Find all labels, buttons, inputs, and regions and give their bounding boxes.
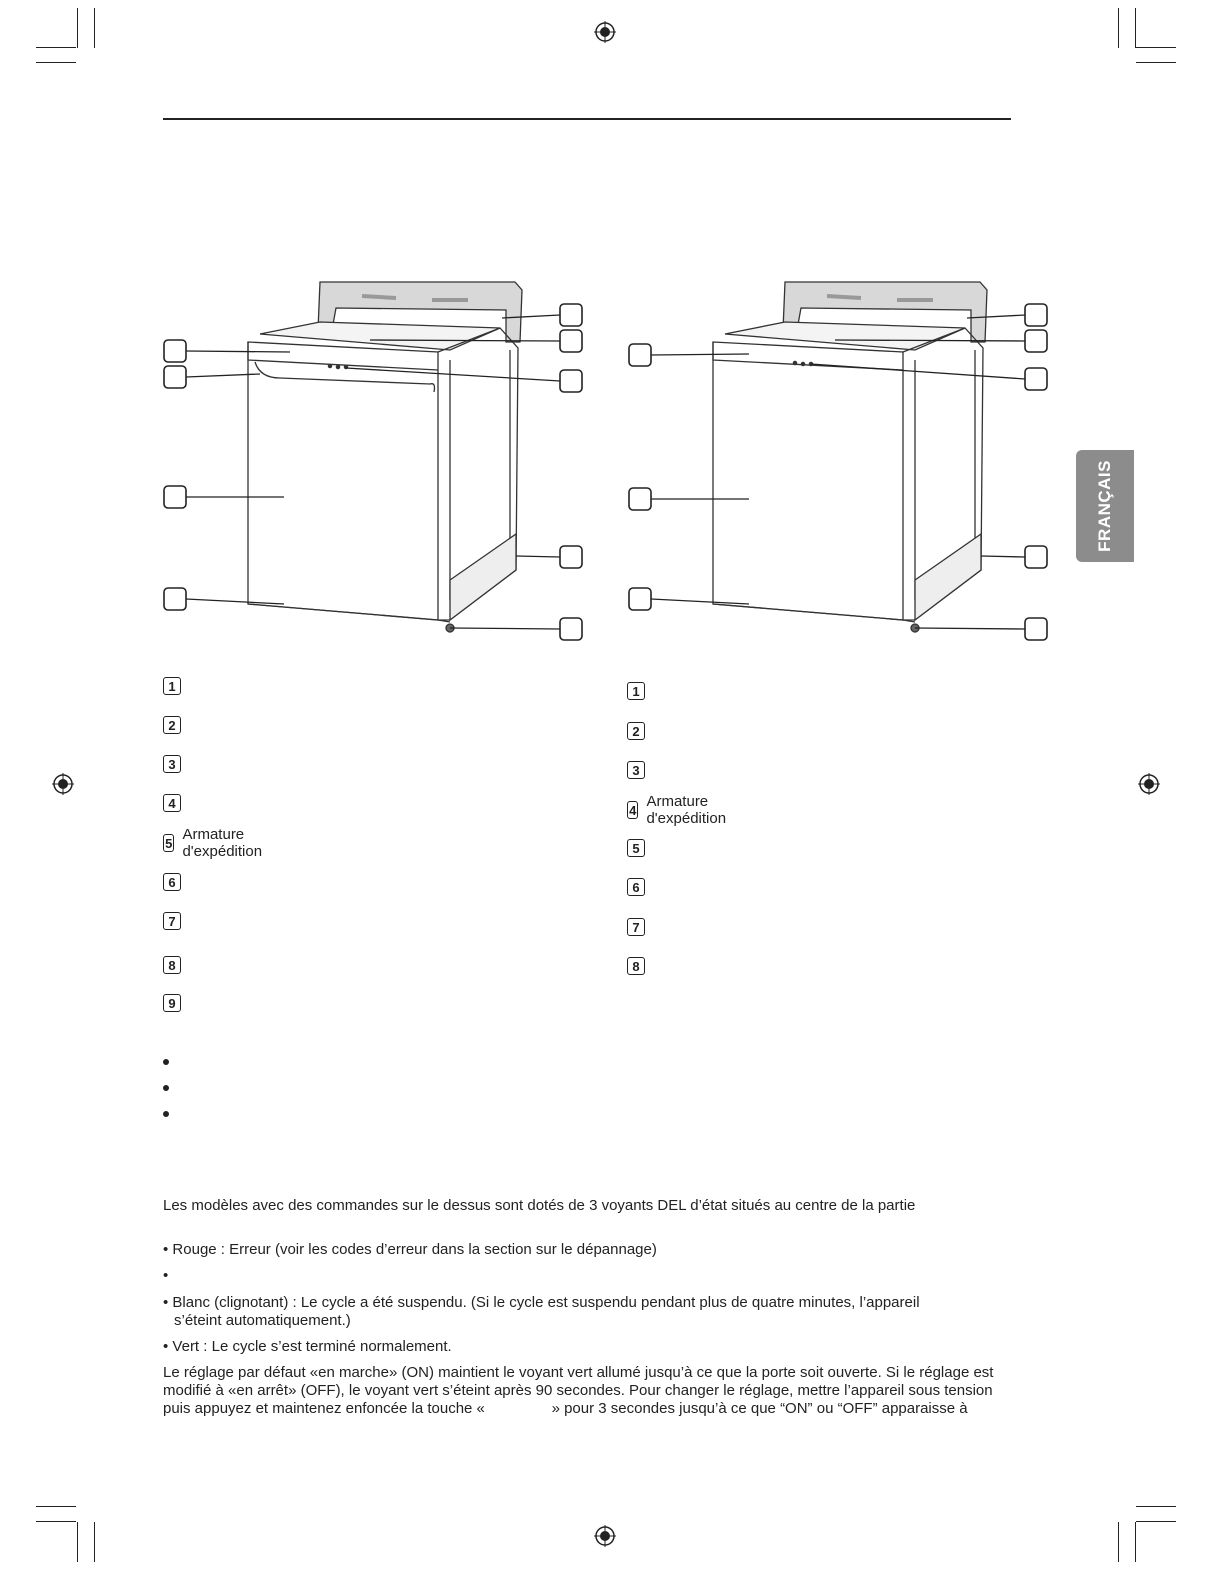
callout-number: 7 [627, 918, 645, 936]
crop-mark-icon [94, 8, 95, 48]
bullet-item [163, 1055, 173, 1065]
legend-item [627, 793, 733, 827]
crop-mark-icon [1136, 62, 1176, 63]
legend-item [627, 720, 653, 742]
crop-mark-icon [77, 1522, 78, 1562]
callout-number: 3 [163, 755, 181, 773]
dishwasher-diagram-left [150, 270, 620, 650]
legend-item [627, 759, 653, 781]
registration-mark-icon [52, 773, 74, 795]
led-item-white-cont: s’éteint automatiquement.) [174, 1312, 351, 1329]
callout-number: 3 [627, 761, 645, 779]
crop-mark-icon [1118, 1522, 1119, 1562]
crop-mark-icon [36, 1521, 76, 1522]
legend-item [627, 876, 653, 898]
legend-item [627, 680, 653, 702]
crop-mark-icon [1135, 1522, 1136, 1562]
led-item-text: Vert : Le cycle s’est terminé normalement. [172, 1338, 452, 1355]
led-item-text: Blanc (clignotant) : Le cycle a été suspendu. (Si le cycle est suspendu pendant plus de quatre minutes, l’appareil [172, 1294, 920, 1311]
legend-item [163, 910, 189, 932]
callout-number: 8 [627, 957, 645, 975]
legend-item [163, 954, 189, 976]
legend-item [627, 916, 653, 938]
led-item-white: • Blanc (clignotant) : Le cycle a été suspendu. (Si le cycle est suspendu pendant plus de quatre minutes, l’appareil [163, 1294, 920, 1311]
callout-number: 1 [627, 682, 645, 700]
callout-number: 5 [163, 834, 174, 852]
legend-item [163, 826, 269, 860]
crop-mark-icon [94, 1522, 95, 1562]
led-intro: Les modèles avec des commandes sur le dessus sont dotés de 3 voyants DEL d’état situés au centre de la partie [163, 1197, 916, 1214]
callout-number: 1 [163, 677, 181, 695]
legend-label: Armature d'expédition [182, 826, 263, 860]
crop-mark-icon [1136, 47, 1176, 48]
legend-item [163, 714, 189, 736]
legend-item [163, 675, 189, 697]
callout-number: 2 [163, 716, 181, 734]
header-rule [163, 118, 1011, 120]
crop-mark-icon [36, 62, 76, 63]
led-item-red: • Rouge : Erreur (voir les codes d’erreur dans la section sur le dépannage) [163, 1241, 657, 1258]
crop-mark-icon [36, 1506, 76, 1507]
callout-number: 6 [627, 878, 645, 896]
legend-item [627, 837, 653, 859]
default-setting-line-2: modifié à «en arrêt» (OFF), le voyant vert s’éteint après 90 secondes. Pour changer le réglage, mettre l’appareil sous tension [163, 1382, 993, 1399]
crop-mark-icon [36, 47, 76, 48]
default-setting-line-1: Le réglage par défaut «en marche» (ON) maintient le voyant vert allumé jusqu’à ce que la porte soit ouverte. Si le réglage est [163, 1364, 994, 1381]
crop-mark-icon [1136, 1506, 1176, 1507]
led-item-green: • Vert : Le cycle s’est terminé normalement. [163, 1338, 452, 1355]
led-item-text: Rouge : Erreur (voir les codes d’erreur dans la section sur le dépannage) [172, 1241, 657, 1258]
callout-number: 4 [627, 801, 638, 819]
dishwasher-diagram-right [615, 270, 1085, 650]
legend-label: Armature d'expédition [646, 793, 727, 827]
callout-number: 9 [163, 994, 181, 1012]
registration-mark-icon [1138, 773, 1160, 795]
bullet-item [163, 1107, 173, 1117]
legend-item [163, 992, 189, 1014]
callout-number: 5 [627, 839, 645, 857]
legend-item [163, 871, 189, 893]
language-tab-label: FRANÇAIS [1095, 460, 1114, 552]
callout-number: 6 [163, 873, 181, 891]
crop-mark-icon [1118, 8, 1119, 48]
crop-mark-icon [77, 8, 78, 48]
registration-mark-icon [594, 21, 616, 43]
legend-item [627, 955, 653, 977]
default-setting-line-3: puis appuyez et maintenez enfoncée la touche « » pour 3 secondes jusqu’à ce que “ON” ou “OFF” apparaisse à [163, 1400, 968, 1417]
callout-number: 7 [163, 912, 181, 930]
bullet-item [163, 1081, 173, 1091]
led-item-empty: • [163, 1267, 169, 1284]
registration-mark-icon [594, 1525, 616, 1547]
crop-mark-icon [1136, 1521, 1176, 1522]
legend-item [163, 792, 189, 814]
callout-number: 2 [627, 722, 645, 740]
legend-item [163, 753, 189, 775]
callout-number: 8 [163, 956, 181, 974]
crop-mark-icon [1135, 8, 1136, 48]
callout-number: 4 [163, 794, 181, 812]
